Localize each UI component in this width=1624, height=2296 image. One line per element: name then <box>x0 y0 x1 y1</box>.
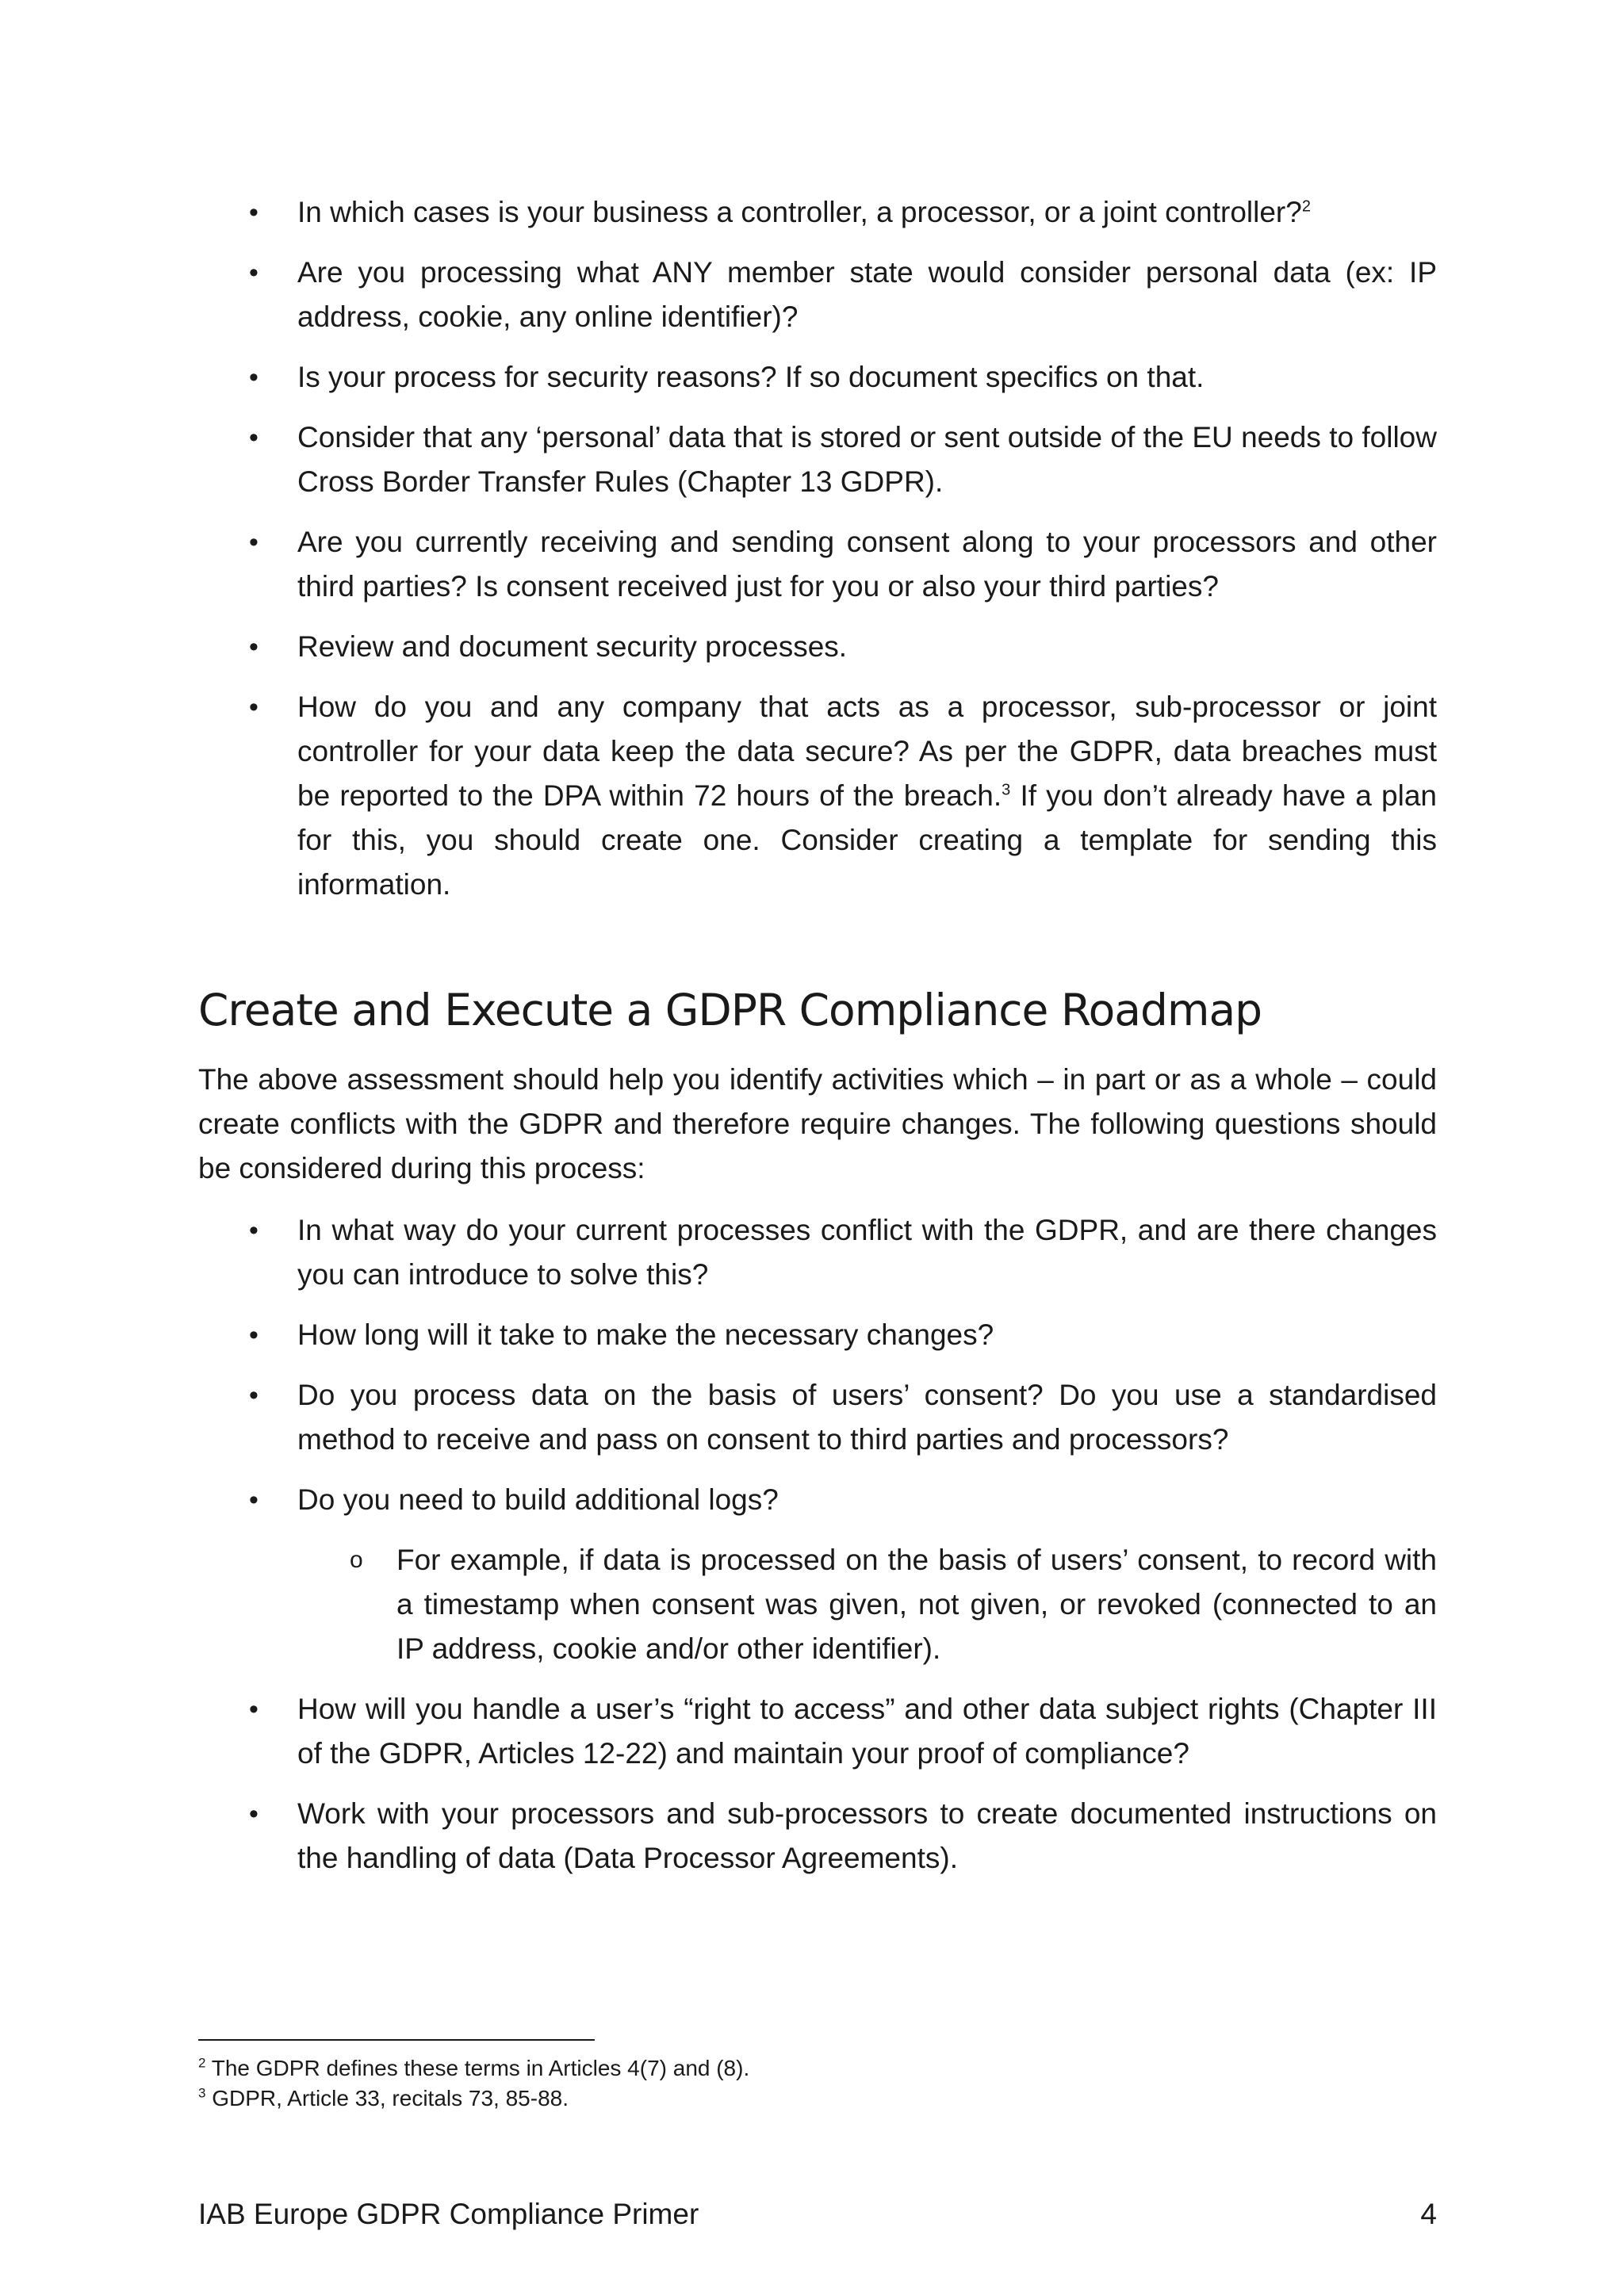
list-item-text: In which cases is your business a controller, a processor, or a joint controller? <box>297 196 1302 228</box>
bullet-icon: • <box>249 197 259 228</box>
list-item-text-continued: If you don’t already have a plan for this, you should create one. Consider creating a template for sending this information. <box>297 779 1437 901</box>
footnote-ref: 3 <box>1002 781 1011 799</box>
footnote <box>198 2053 1437 2084</box>
bullet-icon: • <box>249 1215 259 1246</box>
list-item <box>198 1478 1437 1671</box>
circle-bullet-icon: o <box>350 1547 363 1573</box>
bullet-icon: • <box>249 258 259 288</box>
page-number: 4 <box>1420 2198 1437 2230</box>
list-item <box>198 251 1437 339</box>
bullet-icon: • <box>249 1485 259 1515</box>
bullet-icon: • <box>249 1320 259 1350</box>
list-item <box>198 1313 1437 1357</box>
list-item <box>198 1373 1437 1462</box>
footnote-number: 3 <box>198 2085 206 2101</box>
list-item <box>198 1687 1437 1776</box>
list-item-text: Work with your processors and sub-processors to create documented instructions on the handling of data (Data Processor Agreements). <box>297 1797 1437 1874</box>
list-item <box>198 520 1437 609</box>
footnote-ref: 2 <box>1301 197 1311 216</box>
bullet-icon: • <box>249 632 259 662</box>
footnote-divider <box>198 2039 595 2041</box>
list-item-text: Do you need to build additional logs? <box>297 1483 779 1516</box>
section-intro: The above assessment should help you identify activities which – in part or as a whole – could create conflicts with the GDPR and therefore require changes. The following questions should be considered during this process: <box>198 1063 1437 1184</box>
list-item <box>198 415 1437 504</box>
sub-list-item-text: For example, if data is processed on the basis of users’ consent, to record with a timestamp when consent was given, not given, or revoked (connected to an IP address, cookie and/or other identifier). <box>396 1544 1437 1665</box>
page-content <box>198 190 1437 1896</box>
list-item <box>198 1208 1437 1297</box>
sub-list-item <box>297 1538 1437 1671</box>
list-item-text: How long will it take to make the necessary changes? <box>297 1318 994 1351</box>
bullet-icon: • <box>249 692 259 722</box>
footnote-text: The GDPR defines these terms in Articles 4(7) and (8). <box>205 2056 750 2080</box>
section-heading: Create and Execute a GDPR Compliance Roadmap <box>198 985 1262 1035</box>
list-item-text: Review and document security processes. <box>297 630 848 663</box>
bullet-icon: • <box>249 1380 259 1410</box>
list-item-text: How will you handle a user’s “right to access” and other data subject rights (Chapter III of the GDPR, Articles 12-22) and maintain your proof of compliance? <box>297 1693 1437 1770</box>
footnote-number: 2 <box>198 2055 206 2071</box>
list-item-text: How do you and any company that acts as a processor, sub-processor or joint controller for your data keep the data secure? As per the GDPR, data breaches must be reported to the DPA within 72 hours of the breach. <box>297 691 1437 812</box>
list-item-text: Do you process data on the basis of users’ consent? Do you use a standardised method to receive and pass on consent to third parties and processors? <box>297 1379 1437 1456</box>
list-item-text: Are you currently receiving and sending consent along to your processors and other third parties? Is consent received just for you or also your third parties? <box>297 526 1437 603</box>
page-footer <box>198 2195 1437 2234</box>
list-item <box>198 190 1437 235</box>
footnotes <box>198 2053 1437 2114</box>
list-item <box>198 685 1437 907</box>
sub-list <box>297 1538 1437 1671</box>
bullet-icon: • <box>249 423 259 453</box>
list-item-text: Consider that any ‘personal’ data that is stored or sent outside of the EU needs to follow Cross Border Transfer Rules (Chapter 13 GDPR). <box>297 421 1437 498</box>
bullet-icon: • <box>249 527 259 557</box>
footer-document-title: IAB Europe GDPR Compliance Primer <box>198 2198 699 2230</box>
list-item-text: Is your process for security reasons? If so document specifics on that. <box>297 361 1205 393</box>
list-item <box>198 625 1437 669</box>
list-item <box>198 1792 1437 1881</box>
bullet-icon: • <box>249 362 259 392</box>
list-item <box>198 355 1437 400</box>
list-item-text: In what way do your current processes conflict with the GDPR, and are there changes you can introduce to solve this? <box>297 1214 1437 1291</box>
roadmap-question-list <box>198 1208 1437 1881</box>
assessment-question-list <box>198 190 1437 907</box>
footnote <box>198 2084 1437 2114</box>
bullet-icon: • <box>249 1694 259 1724</box>
footnote-text: GDPR, Article 33, recitals 73, 85-88. <box>205 2086 569 2110</box>
bullet-icon: • <box>249 1799 259 1829</box>
list-item-text: Are you processing what ANY member state would consider personal data (ex: IP address, cookie, any online identifier)? <box>297 256 1437 333</box>
